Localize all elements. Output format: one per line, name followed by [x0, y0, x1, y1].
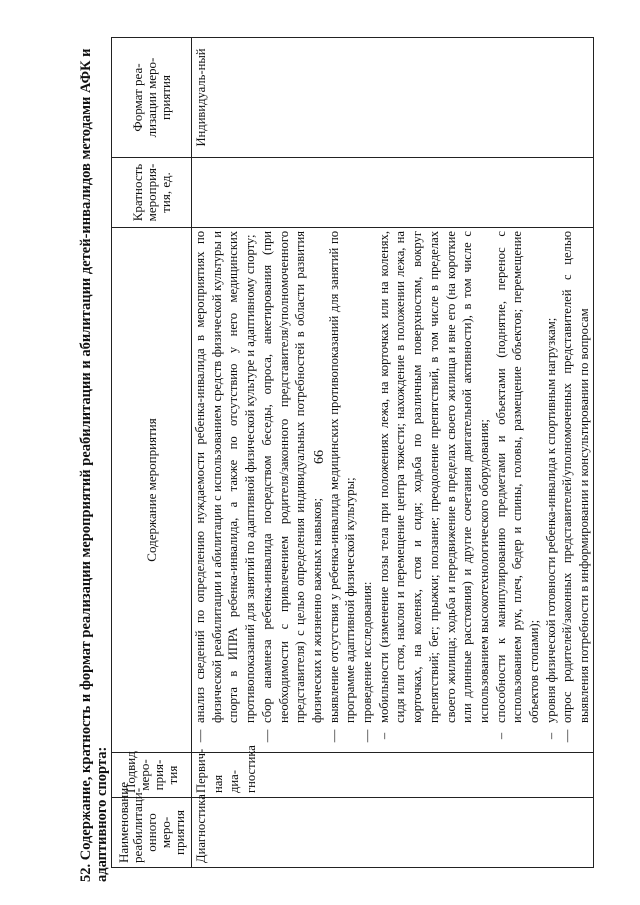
header-multiplicity: Кратность мероприя-тия, ед. — [112, 158, 192, 228]
rotated-page-content — [75, 37, 590, 882]
table-row — [192, 38, 594, 868]
header-name: Наименование реабилитаци-онного меро-приятия — [112, 798, 192, 868]
section-title: 52. Содержание, кратность и формат реализации мероприятий реабилитации и абилитации детей-инвалидов методами АФК и адаптивного спорта: — [78, 48, 110, 882]
header-subtype: Подвид меро-прия-тия — [112, 753, 192, 798]
sub-list-item: – способности к манипулированию предметами и объектами (поднятие, перенос с использованием рук, плеч, бедер и спины, головы, размещение объектов; перемещение объектов стопами); — [493, 231, 542, 740]
cell-content — [192, 228, 594, 753]
sub-list-item: – уровня физической готовности ребенка-инвалида к спортивным нагрузкам; — [543, 317, 558, 740]
cell-format: Индивидуаль-ный — [192, 38, 594, 158]
page-number: 66 — [312, 450, 327, 464]
list-item: — анализ сведений по определению нуждаемости ребенка-инвалида в мероприятиях по физической реабилитации и абилитации с использованием средств физической культуры и спорта в ИПРА ребенка-инвалида, а также по отсутствию у него медицинских противопоказаний для занятий по адаптивной физической культуре и адаптивному спорту; — [193, 231, 258, 743]
header-content: Содержание мероприятия — [112, 228, 192, 753]
header-format: Формат реа-лизации меро-приятия — [112, 38, 192, 158]
measures-table — [111, 37, 594, 868]
sub-list-item: – мобильности (изменение позы тела при положениях лежа, на корточках или на коленях, сидя или стоя, наклон и перемещение центра тяжести; нахождение в положении лежа, на корточках, на коленях, стоя и сидя; ходьба по различным поверхностям, вокруг препятствий; бег; прыжки; ползание; преодоление препятствий, в том числе в пределах своего жилища; ходьба и передвижение в пределах своего жилища и вне его (на короткие или длинные расстояния) и другие сочетания двигательной активности), в том числе с использованием высокотехнологического оборудования; — [376, 231, 491, 740]
cell-multiplicity — [192, 158, 594, 228]
table-header-row — [112, 38, 192, 868]
list-item: — сбор анамнеза ребенка-инвалида посредством беседы, опроса, анкетирования (при необходимости с привлечением родителя/законного представителя/уполномоченного представителя) с целью определения индивидуальных потребностей в области развития физических и жизненно важных навыков; — [259, 231, 324, 743]
list-item: — проведение исследования: — [360, 581, 375, 743]
cell-name: Диагностика — [192, 798, 594, 868]
list-item: — опрос родителей/законных представителей/уполномоченных представителей с целью выявления потребности в информировании и консультировании по вопросам — [560, 231, 592, 743]
list-item: — выявление отсутствия у ребенка-инвалида медицинских противопоказаний для занятий по программе адаптивной физической культуры; — [326, 231, 358, 743]
cell-subtype: Первич-ная диа-гностика — [192, 753, 594, 798]
